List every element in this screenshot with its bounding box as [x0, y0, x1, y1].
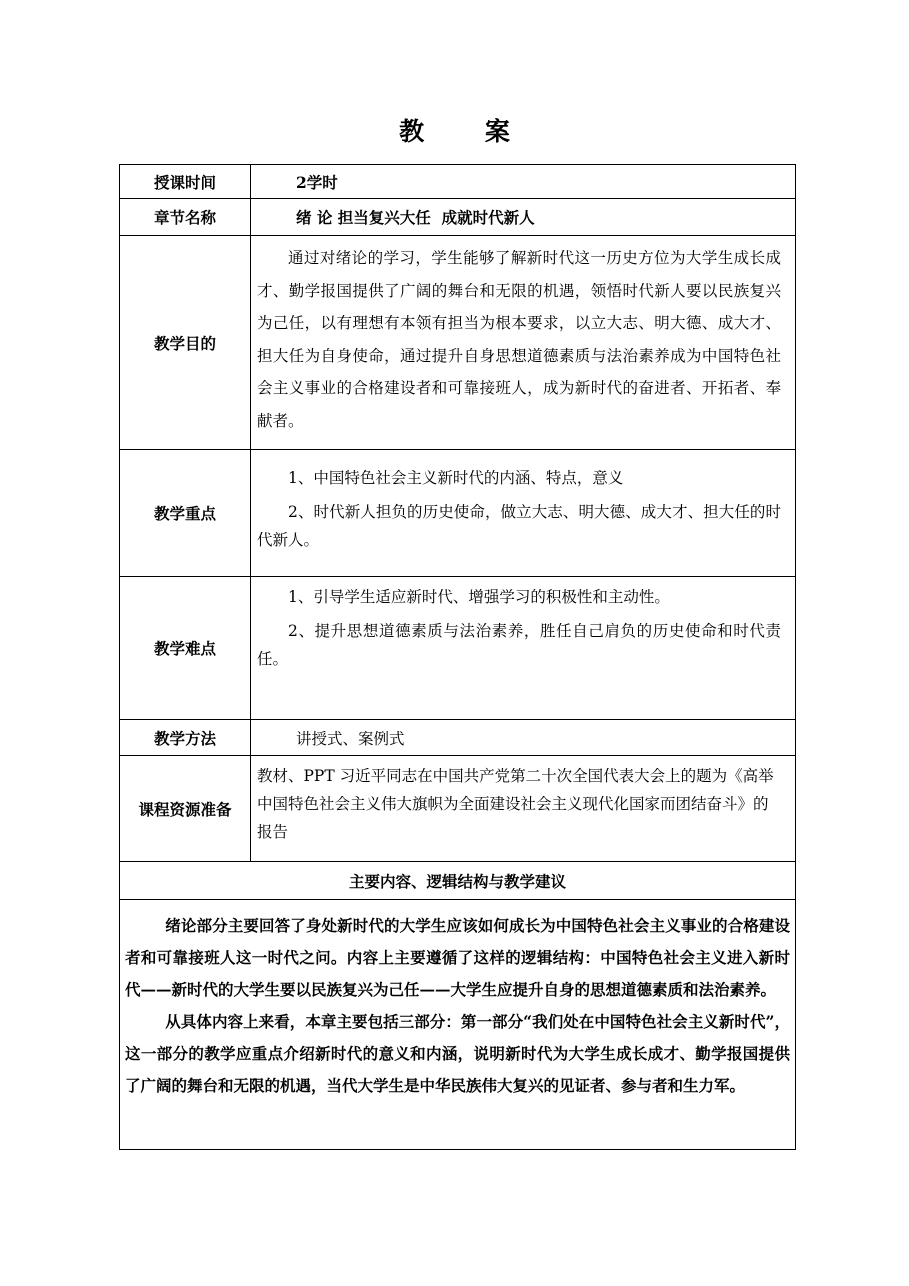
difficulties-cell [251, 577, 796, 720]
summary-paragraph: 从具体内容上来看，本章主要包括三部分：第一部分“我们处在中国特色社会主义新时代”，这一部分的教学应重点介绍新时代的意义和内涵，说明新时代为大学生成长成才、勤学报国提供了广阔的舞台和无限的机遇，当代大学生是中华民族伟大复兴的见证者、参与者和生力军。 [125, 1012, 790, 1095]
methods-value: 讲授式、案例式 [251, 720, 796, 756]
resources-cell [251, 756, 796, 862]
difficulty-item: 1、引导学生适应新时代、增强学习的积极性和主动性。 [288, 588, 670, 606]
key-points-cell [251, 450, 796, 577]
key-point-item: 1、中国特色社会主义新时代的内涵、特点，意义 [288, 469, 624, 487]
lesson-plan-table [119, 164, 796, 1150]
resources-text: 教材、PPT 习近平同志在中国共产党第二十次全国代表大会上的题为《高举中国特色社会主义伟大旗帜为全面建设社会主义现代化国家而团结奋斗》的报告 [257, 767, 774, 841]
time-value: 2学时 [251, 165, 796, 199]
difficulty-item: 2、提升思想道德素质与法治素养，胜任自己肩负的历史使命和时代责任。 [257, 622, 781, 668]
chapter-value: 绪 论 担当复兴大任 成就时代新人 [251, 199, 796, 236]
chapter-label: 章节名称 [120, 199, 251, 236]
summary-paragraph: 绪论部分主要回答了身处新时代的大学生应该如何成长为中国特色社会主义事业的合格建设者和可靠接班人这一时代之问。内容上主要遵循了这样的逻辑结构：中国特色社会主义进入新时代——新时代的大学生要以民族复兴为己任——大学生应提升自身的思想道德素质和法治素养。 [125, 916, 790, 999]
row-chapter [120, 199, 796, 236]
resources-label: 课程资源准备 [120, 756, 251, 862]
objectives-cell [251, 236, 796, 450]
row-objectives [120, 236, 796, 450]
difficulties-label: 教学难点 [120, 577, 251, 720]
objectives-label: 教学目的 [120, 236, 251, 450]
row-summary-header [120, 862, 796, 900]
row-methods [120, 720, 796, 756]
row-summary-body [120, 900, 796, 1150]
key-point-item: 2、时代新人担负的历史使命，做立大志、明大德、成大才、担大任的时代新人。 [257, 503, 781, 549]
methods-label: 教学方法 [120, 720, 251, 756]
key-points-label: 教学重点 [120, 450, 251, 577]
page-title: 教 案 [399, 117, 536, 146]
summary-header: 主要内容、逻辑结构与教学建议 [120, 862, 796, 900]
objectives-text: 通过对绪论的学习，学生能够了解新时代这一历史方位为大学生成长成才、勤学报国提供了广阔的舞台和无限的机遇，领悟时代新人要以民族复兴为己任，以有理想有本领有担当为根本要求，以立大志、明大德、成大才、担大任为自身使命，通过提升自身思想道德素质与法治素养成为中国特色社会主义事业的合格建设者和可靠接班人，成为新时代的奋进者、开拓者、奉献者。 [257, 249, 781, 430]
row-difficulties [120, 577, 796, 720]
row-time [120, 165, 796, 199]
row-key-points [120, 450, 796, 577]
row-resources [120, 756, 796, 862]
summary-body [120, 900, 796, 1150]
time-label: 授课时间 [120, 165, 251, 199]
